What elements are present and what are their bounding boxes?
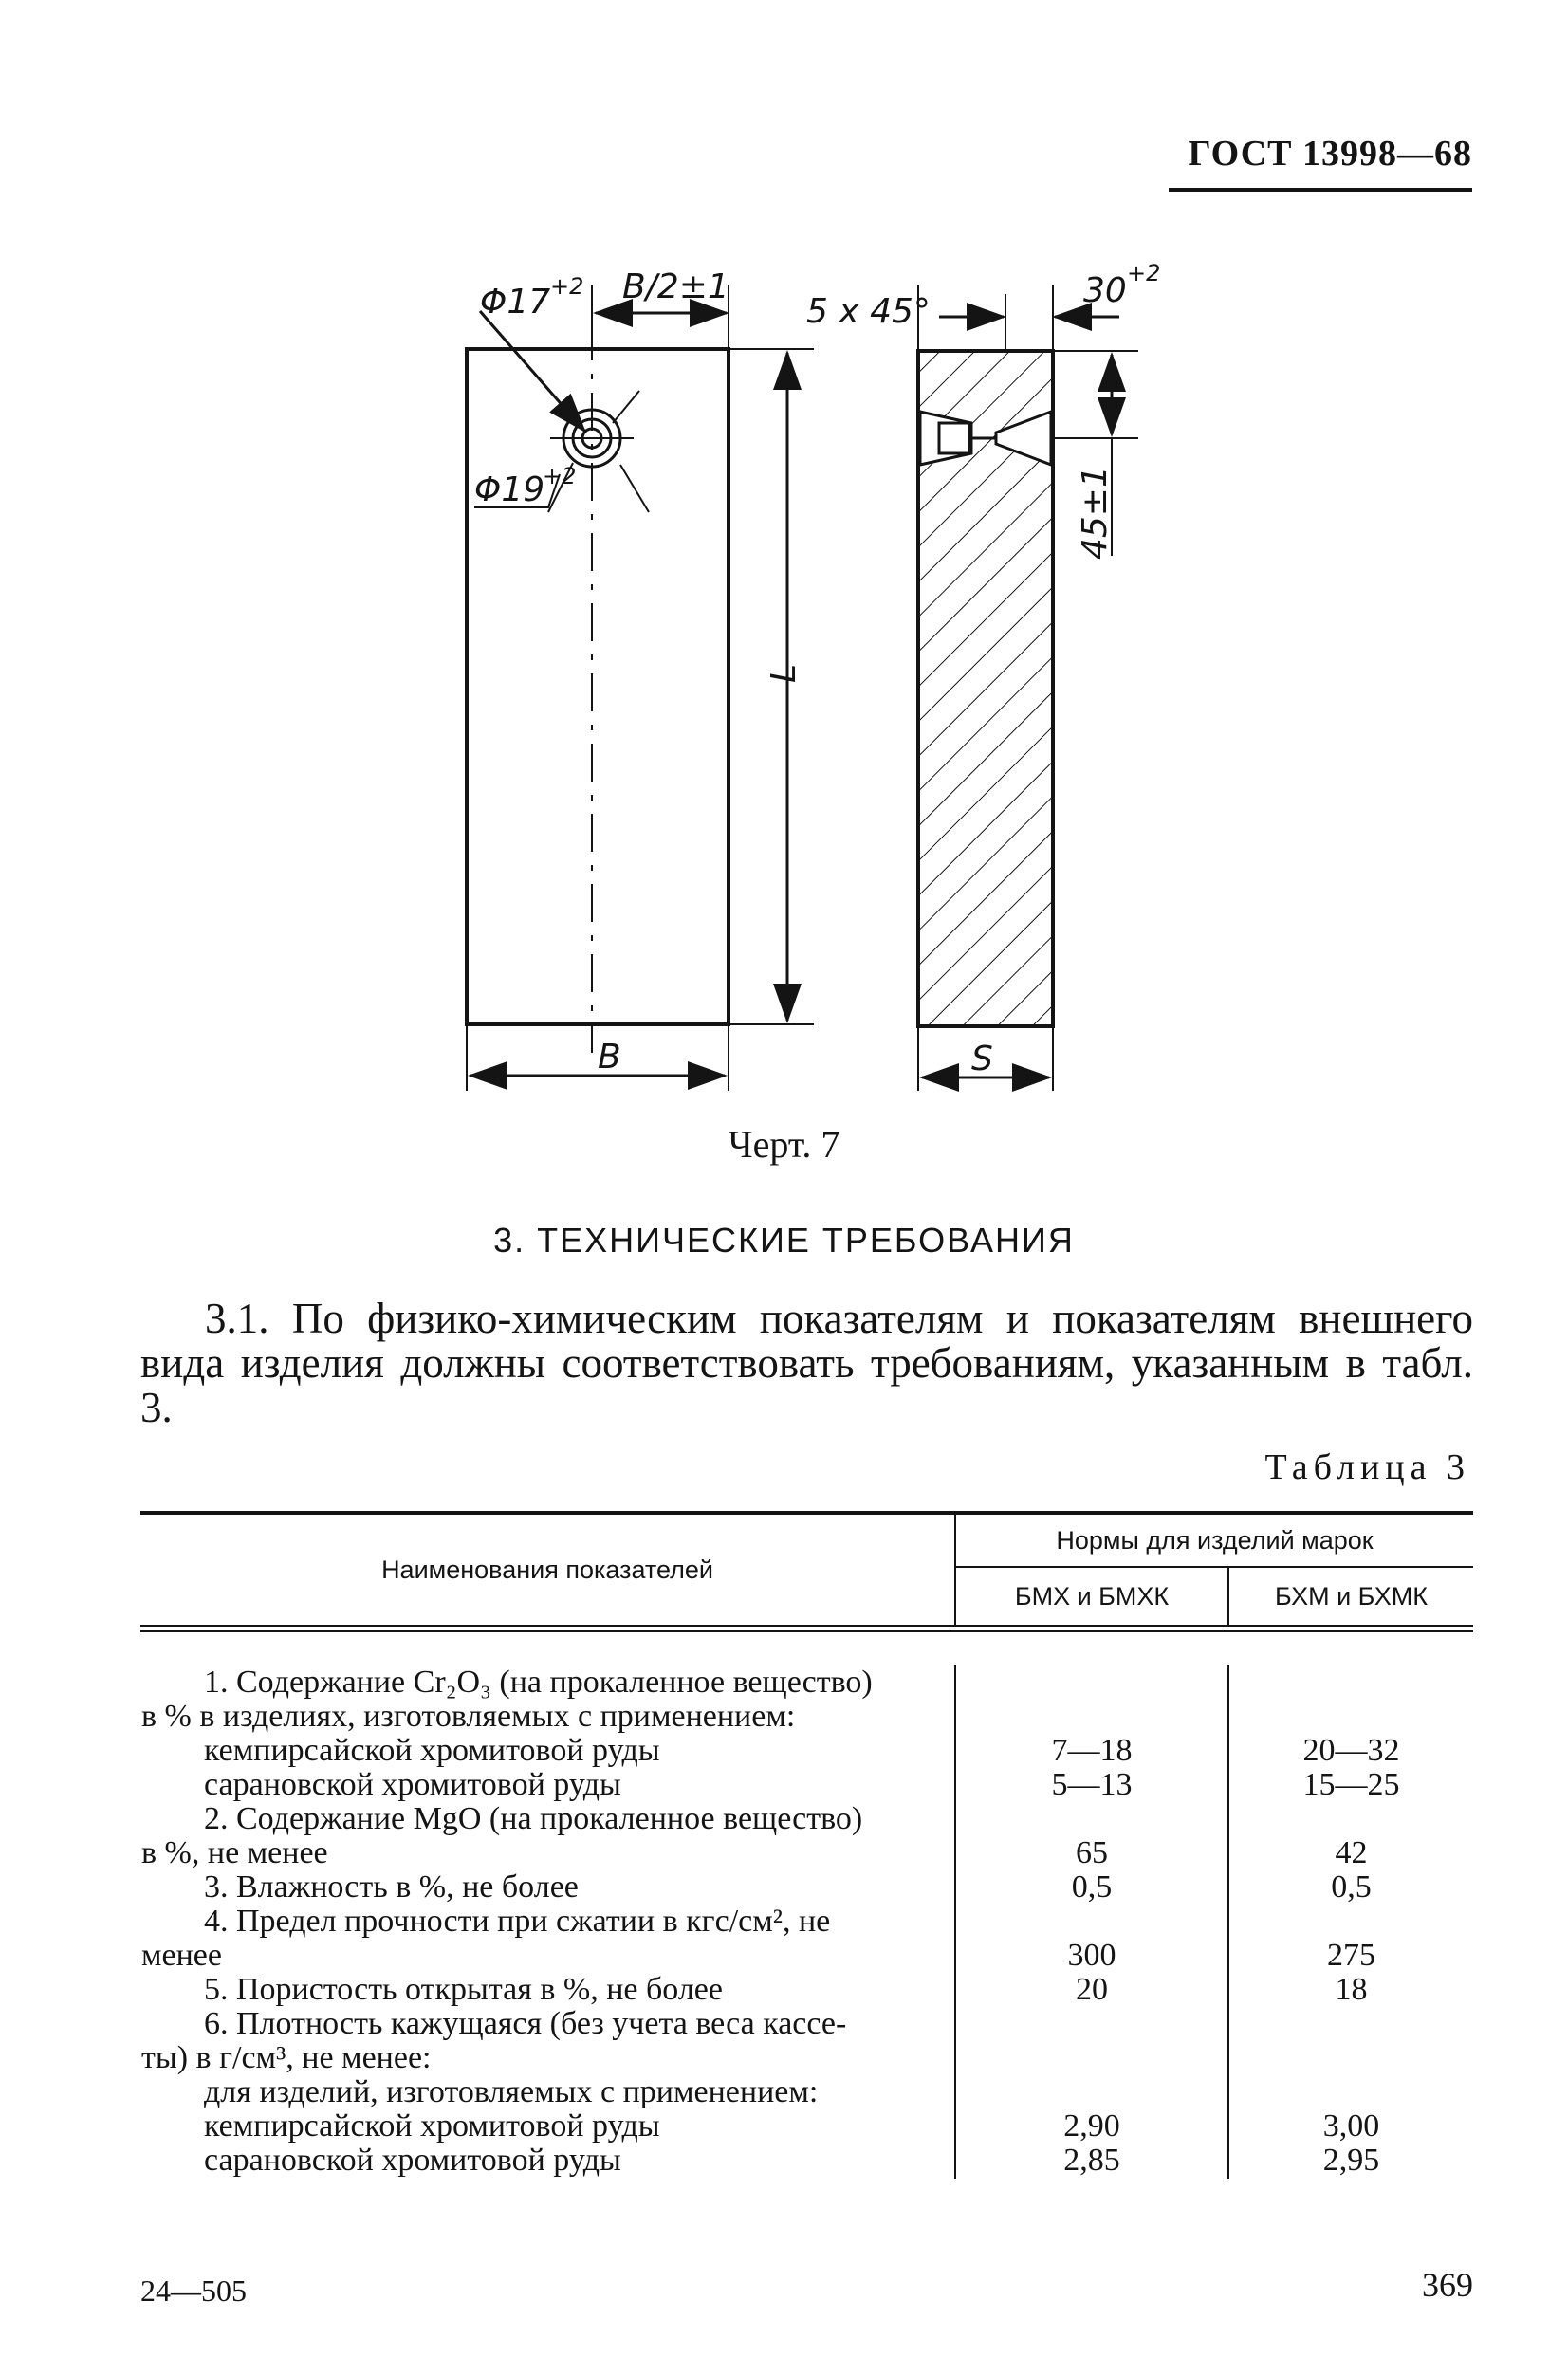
table-row-name: 5. Пористость открытая в %, не более — [204, 1972, 723, 2007]
table-3 — [140, 1511, 1473, 2179]
table-cell-bmx: 2,85 — [1063, 2143, 1120, 2178]
table-cell-bmx: 20 — [1076, 1972, 1108, 2007]
table-cell-bxm — [1230, 1905, 1472, 1939]
column-header-norms: Нормы для изделий марок — [955, 1513, 1473, 1567]
table-cell-bxm: 3,00 — [1322, 2108, 1380, 2144]
phi19-tolerance: +2 — [543, 463, 577, 489]
table-cell-bmx: 0,5 — [1071, 1869, 1113, 1905]
table-cell-bmx: 7—18 — [1051, 1733, 1133, 1768]
table-cell-bmx: 300 — [1067, 1938, 1116, 1973]
table-row-name: ты) в г/см³, не менее: — [141, 2040, 432, 2075]
table-cell-bxm: 2,95 — [1322, 2143, 1380, 2178]
requirements-paragraph — [140, 1297, 1473, 1430]
technical-drawing — [0, 0, 1568, 1176]
table-cell-bxm: 42 — [1335, 1835, 1368, 1870]
table-row-name: 4. Предел прочности при сжатии в кгс/см², не — [204, 1904, 831, 1939]
table-cell-bmx: 65 — [1076, 1835, 1108, 1870]
table-row-name: 3. Влажность в %, не более — [204, 1869, 579, 1905]
table-row-name: в % в изделиях, изготовляемых с применением: — [141, 1699, 796, 1734]
column-header-bxm: БХМ и БХМК — [1274, 1582, 1429, 1611]
values-bxm — [1228, 1665, 1473, 2179]
table-cell-bxm: 20—32 — [1302, 1733, 1400, 1768]
table-cell-bmx: 2,90 — [1063, 2108, 1120, 2144]
table-title: Таблица 3 — [1264, 1447, 1470, 1487]
table-cell-bmx — [957, 2041, 1227, 2075]
table-row-name: сарановской хромитовой руды — [204, 1767, 621, 1802]
table-cell-bmx — [957, 1666, 1227, 1700]
footer-code: 24—505 — [140, 2274, 247, 2308]
phi19-label: Φ19 — [474, 470, 545, 509]
table-cell-bxm: 15—25 — [1302, 1767, 1400, 1802]
table-row-name: в %, не менее — [141, 1835, 328, 1870]
table-row-name: кемпирсайской хромитовой руды — [204, 2108, 660, 2144]
table-row-name: 2. Содержание MgO (на прокаленное вещество) — [204, 1801, 863, 1836]
table-cell-bmx: 5—13 — [1051, 1767, 1133, 1802]
front-view-outline — [467, 349, 729, 1024]
dim45-label: 45±1 — [1076, 466, 1115, 560]
table-cell-bxm — [1230, 2007, 1472, 2041]
table-cell-bmx — [957, 1905, 1227, 1939]
table-cell-bmx — [957, 1802, 1227, 1836]
dim30-tolerance: +2 — [1127, 260, 1161, 286]
table-cell-bxm — [1230, 2041, 1472, 2075]
half-width-label: B/2±1 — [622, 267, 729, 306]
hole-symbol — [550, 410, 634, 467]
document-header: ГОСТ 13998—68 — [1188, 134, 1472, 174]
table-cell-bxm: 0,5 — [1331, 1869, 1372, 1905]
table-row-name: кемпирсайской хромитовой руды — [204, 1733, 660, 1768]
table-row-name: сарановской хромитовой руды — [204, 2143, 621, 2178]
column-header-bmx: БМХ и БМХК — [955, 1567, 1228, 1626]
paragraph-text: 3.1. По физико-химическим показателям и показателям внешнего вида изделия должны соответствовать требованиям, указанным в табл. 3. — [140, 1295, 1473, 1431]
figure-caption: Черт. 7 — [728, 1123, 840, 1166]
phi17-label: Φ17 — [480, 283, 551, 322]
table-cell-bxm — [1230, 1802, 1472, 1836]
table-cell-bxm — [1230, 1700, 1472, 1734]
chamfer-label: 5 x 45° — [806, 292, 931, 331]
table-row-name: 1. Содержание Cr₂O₃ (на прокаленное вещество) — [204, 1665, 873, 1700]
table-cell-bxm — [1230, 1666, 1472, 1700]
table-cell-bxm — [1230, 2075, 1472, 2109]
table-cell-bxm: 275 — [1327, 1938, 1375, 1973]
table-row-name: менее — [141, 1938, 222, 1973]
indicator-names — [140, 1665, 955, 2179]
phi17-tolerance: +2 — [550, 273, 584, 300]
table-row-name: 6. Плотность кажущаяся (без учета веса кассе- — [204, 2006, 847, 2041]
table-cell-bmx — [957, 1700, 1227, 1734]
length-label: L — [765, 663, 803, 683]
table-cell-bmx — [957, 2007, 1227, 2041]
section-title: 3. ТЕХНИЧЕСКИЕ ТРЕБОВАНИЯ — [493, 1221, 1075, 1260]
dim30-label: 30 — [1083, 271, 1127, 310]
table-row-name: для изделий, изготовляемых с применением: — [204, 2074, 819, 2109]
values-bmx — [955, 1665, 1228, 2179]
width-label: B — [598, 1038, 621, 1077]
thickness-label: S — [971, 1040, 993, 1078]
column-header-name: Наименования показателей — [140, 1513, 955, 1626]
table-cell-bmx — [957, 2075, 1227, 2109]
table-cell-bxm: 18 — [1335, 1972, 1368, 2007]
page-number: 369 — [1422, 2266, 1473, 2304]
